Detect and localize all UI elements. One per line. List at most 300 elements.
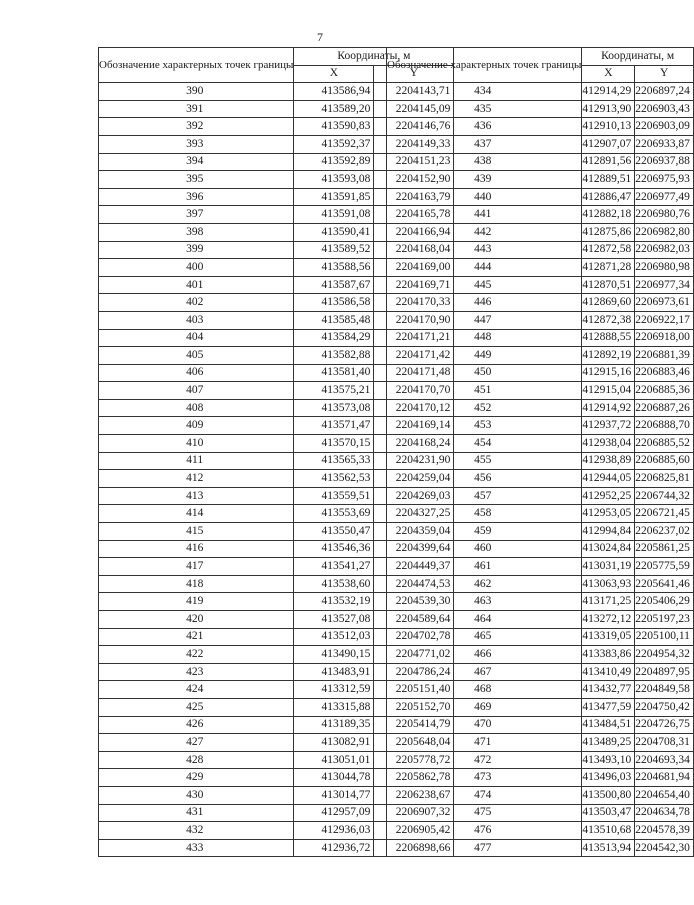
- y-coordinate-cell: 2205151,40: [374, 681, 454, 699]
- y-coordinate-cell: 2204143,71: [374, 83, 454, 101]
- table-row: [387, 347, 694, 365]
- y-coordinate-cell: 2206977,49: [635, 188, 694, 206]
- y-coordinate-cell: 2204654,40: [635, 786, 694, 804]
- table-row: [387, 716, 694, 734]
- y-coordinate-cell: 2206933,87: [635, 135, 694, 153]
- point-id-cell: 426: [99, 716, 294, 734]
- y-coordinate-cell: 2206937,88: [635, 153, 694, 171]
- x-coordinate-cell: 412875,86: [582, 223, 635, 241]
- x-coordinate-cell: 413581,40: [294, 364, 374, 382]
- x-coordinate-cell: 413585,48: [294, 311, 374, 329]
- point-id-cell: 412: [99, 470, 294, 488]
- y-coordinate-cell: 2205775,59: [635, 558, 694, 576]
- x-coordinate-cell: 412872,38: [582, 311, 635, 329]
- point-id-cell: 411: [99, 452, 294, 470]
- point-id-cell: 402: [99, 294, 294, 312]
- table-row: [387, 188, 694, 206]
- point-id-cell: 408: [99, 399, 294, 417]
- point-id-cell: 400: [99, 259, 294, 277]
- point-id-cell: 446: [387, 294, 582, 312]
- page-number: 7: [317, 30, 323, 44]
- point-id-cell: 434: [387, 83, 582, 101]
- point-id-cell: 444: [387, 259, 582, 277]
- y-coordinate-cell: 2206903,09: [635, 118, 694, 136]
- x-coordinate-cell: 413189,35: [294, 716, 374, 734]
- y-coordinate-cell: 2206907,32: [374, 804, 454, 822]
- point-id-cell: 445: [387, 276, 582, 294]
- table-row: [387, 311, 694, 329]
- y-coordinate-cell: 2204168,24: [374, 435, 454, 453]
- table-row: [387, 470, 694, 488]
- table-row: [387, 558, 694, 576]
- point-id-cell: 404: [99, 329, 294, 347]
- x-coordinate-cell: 413562,53: [294, 470, 374, 488]
- y-coordinate-cell: 2205648,04: [374, 734, 454, 752]
- table-row: [387, 294, 694, 312]
- y-coordinate-cell: 2204849,58: [635, 681, 694, 699]
- x-coordinate-cell: 413496,03: [582, 769, 635, 787]
- x-coordinate-cell: 413319,05: [582, 628, 635, 646]
- point-id-cell: 459: [387, 523, 582, 541]
- x-coordinate-cell: 413513,94: [582, 839, 635, 857]
- point-id-cell: 449: [387, 347, 582, 365]
- y-coordinate-cell: 2204149,33: [374, 135, 454, 153]
- point-id-cell: 394: [99, 153, 294, 171]
- y-coordinate-cell: 2204259,04: [374, 470, 454, 488]
- point-id-cell: 436: [387, 118, 582, 136]
- table-row: [387, 769, 694, 787]
- x-coordinate-cell: 413410,49: [582, 663, 635, 681]
- header-y: Y: [635, 65, 694, 83]
- point-id-cell: 418: [99, 575, 294, 593]
- x-coordinate-cell: 413586,94: [294, 83, 374, 101]
- point-id-cell: 458: [387, 505, 582, 523]
- point-id-cell: 466: [387, 646, 582, 664]
- table-row: [387, 135, 694, 153]
- table-row: [387, 382, 694, 400]
- point-id-cell: 413: [99, 487, 294, 505]
- x-coordinate-cell: 412914,92: [582, 399, 635, 417]
- x-coordinate-cell: 413527,08: [294, 611, 374, 629]
- point-id-cell: 396: [99, 188, 294, 206]
- y-coordinate-cell: 2204681,94: [635, 769, 694, 787]
- point-id-cell: 390: [99, 83, 294, 101]
- x-coordinate-cell: 413589,20: [294, 100, 374, 118]
- x-coordinate-cell: 412882,18: [582, 206, 635, 224]
- x-coordinate-cell: 412869,60: [582, 294, 635, 312]
- x-coordinate-cell: 413565,33: [294, 452, 374, 470]
- table-row: [387, 646, 694, 664]
- table-row: [387, 399, 694, 417]
- y-coordinate-cell: 2204170,12: [374, 399, 454, 417]
- point-id-cell: 471: [387, 734, 582, 752]
- x-coordinate-cell: 412891,56: [582, 153, 635, 171]
- y-coordinate-cell: 2205152,70: [374, 698, 454, 716]
- x-coordinate-cell: 413591,85: [294, 188, 374, 206]
- x-coordinate-cell: 413592,89: [294, 153, 374, 171]
- x-coordinate-cell: 413044,78: [294, 769, 374, 787]
- y-coordinate-cell: 2206744,32: [635, 487, 694, 505]
- y-coordinate-cell: 2206975,93: [635, 171, 694, 189]
- y-coordinate-cell: 2205641,46: [635, 575, 694, 593]
- point-id-cell: 432: [99, 822, 294, 840]
- y-coordinate-cell: 2204750,42: [635, 698, 694, 716]
- x-coordinate-cell: 413489,25: [582, 734, 635, 752]
- y-coordinate-cell: 2204539,30: [374, 593, 454, 611]
- y-coordinate-cell: 2205100,11: [635, 628, 694, 646]
- y-coordinate-cell: 2206977,34: [635, 276, 694, 294]
- point-id-cell: 405: [99, 347, 294, 365]
- point-id-cell: 417: [99, 558, 294, 576]
- y-coordinate-cell: 2204474,53: [374, 575, 454, 593]
- header-y: Y: [374, 65, 454, 83]
- y-coordinate-cell: 2204693,34: [635, 751, 694, 769]
- y-coordinate-cell: 2206922,17: [635, 311, 694, 329]
- point-id-cell: 455: [387, 452, 582, 470]
- y-coordinate-cell: 2204771,02: [374, 646, 454, 664]
- y-coordinate-cell: 2206918,00: [635, 329, 694, 347]
- y-coordinate-cell: 2204152,90: [374, 171, 454, 189]
- point-id-cell: 467: [387, 663, 582, 681]
- y-coordinate-cell: 2206721,45: [635, 505, 694, 523]
- y-coordinate-cell: 2204231,90: [374, 452, 454, 470]
- point-id-cell: 401: [99, 276, 294, 294]
- y-coordinate-cell: 2204163,79: [374, 188, 454, 206]
- x-coordinate-cell: 412957,09: [294, 804, 374, 822]
- x-coordinate-cell: 413541,27: [294, 558, 374, 576]
- x-coordinate-cell: 413493,10: [582, 751, 635, 769]
- x-coordinate-cell: 412872,58: [582, 241, 635, 259]
- x-coordinate-cell: 412936,72: [294, 839, 374, 857]
- point-id-cell: 397: [99, 206, 294, 224]
- point-id-cell: 415: [99, 523, 294, 541]
- y-coordinate-cell: 2206888,70: [635, 417, 694, 435]
- x-coordinate-cell: 413591,08: [294, 206, 374, 224]
- table-row: [387, 593, 694, 611]
- x-coordinate-cell: 413587,67: [294, 276, 374, 294]
- y-coordinate-cell: 2204166,94: [374, 223, 454, 241]
- table-row: [387, 329, 694, 347]
- x-coordinate-cell: 413432,77: [582, 681, 635, 699]
- point-id-cell: 393: [99, 135, 294, 153]
- table-row: [387, 259, 694, 277]
- table-row: [387, 663, 694, 681]
- y-coordinate-cell: 2204327,25: [374, 505, 454, 523]
- point-id-cell: 452: [387, 399, 582, 417]
- header-coordinates: Координаты, м: [294, 48, 454, 66]
- x-coordinate-cell: 412936,03: [294, 822, 374, 840]
- y-coordinate-cell: 2206825,81: [635, 470, 694, 488]
- point-id-cell: 442: [387, 223, 582, 241]
- point-id-cell: 423: [99, 663, 294, 681]
- x-coordinate-cell: 412952,25: [582, 487, 635, 505]
- point-id-cell: 410: [99, 435, 294, 453]
- x-coordinate-cell: 412938,04: [582, 435, 635, 453]
- x-coordinate-cell: 413051,01: [294, 751, 374, 769]
- table-row: [387, 611, 694, 629]
- x-coordinate-cell: 412937,72: [582, 417, 635, 435]
- x-coordinate-cell: 413315,88: [294, 698, 374, 716]
- point-id-cell: 475: [387, 804, 582, 822]
- y-coordinate-cell: 2206885,60: [635, 452, 694, 470]
- table-row: [387, 452, 694, 470]
- table-row: [387, 523, 694, 541]
- y-coordinate-cell: 2206897,24: [635, 83, 694, 101]
- x-coordinate-cell: 413592,37: [294, 135, 374, 153]
- point-id-cell: 443: [387, 241, 582, 259]
- table-row: [387, 276, 694, 294]
- point-id-cell: 457: [387, 487, 582, 505]
- x-coordinate-cell: 412915,16: [582, 364, 635, 382]
- table-row: [387, 83, 694, 101]
- table-row: [387, 118, 694, 136]
- point-id-cell: 433: [99, 839, 294, 857]
- y-coordinate-cell: 2206980,76: [635, 206, 694, 224]
- point-id-cell: 428: [99, 751, 294, 769]
- y-coordinate-cell: 2204170,90: [374, 311, 454, 329]
- y-coordinate-cell: 2206237,02: [635, 523, 694, 541]
- table-row: [387, 681, 694, 699]
- x-coordinate-cell: 413483,91: [294, 663, 374, 681]
- table-row: [387, 364, 694, 382]
- point-id-cell: 416: [99, 540, 294, 558]
- table-row: [387, 223, 694, 241]
- table-row: [387, 822, 694, 840]
- y-coordinate-cell: 2204897,95: [635, 663, 694, 681]
- point-id-cell: 476: [387, 822, 582, 840]
- y-coordinate-cell: 2204708,31: [635, 734, 694, 752]
- y-coordinate-cell: 2204168,04: [374, 241, 454, 259]
- table-row: [387, 786, 694, 804]
- x-coordinate-cell: 413484,51: [582, 716, 635, 734]
- x-coordinate-cell: 412953,05: [582, 505, 635, 523]
- point-id-cell: 450: [387, 364, 582, 382]
- point-id-cell: 427: [99, 734, 294, 752]
- y-coordinate-cell: 2206885,52: [635, 435, 694, 453]
- point-id-cell: 441: [387, 206, 582, 224]
- table-row: [387, 100, 694, 118]
- x-coordinate-cell: 413589,52: [294, 241, 374, 259]
- point-id-cell: 392: [99, 118, 294, 136]
- y-coordinate-cell: 2204578,39: [635, 822, 694, 840]
- point-id-cell: 439: [387, 171, 582, 189]
- y-coordinate-cell: 2206898,66: [374, 839, 454, 857]
- point-id-cell: 451: [387, 382, 582, 400]
- x-coordinate-cell: 412914,29: [582, 83, 635, 101]
- x-coordinate-cell: 413550,47: [294, 523, 374, 541]
- y-coordinate-cell: 2204165,78: [374, 206, 454, 224]
- y-coordinate-cell: 2205861,25: [635, 540, 694, 558]
- x-coordinate-cell: 413588,56: [294, 259, 374, 277]
- y-coordinate-cell: 2204786,24: [374, 663, 454, 681]
- y-coordinate-cell: 2204726,75: [635, 716, 694, 734]
- x-coordinate-cell: 413383,86: [582, 646, 635, 664]
- y-coordinate-cell: 2206973,61: [635, 294, 694, 312]
- y-coordinate-cell: 2206883,46: [635, 364, 694, 382]
- y-coordinate-cell: 2204171,48: [374, 364, 454, 382]
- x-coordinate-cell: 412888,55: [582, 329, 635, 347]
- table-row: [387, 241, 694, 259]
- point-id-cell: 438: [387, 153, 582, 171]
- point-id-cell: 435: [387, 100, 582, 118]
- x-coordinate-cell: 412907,07: [582, 135, 635, 153]
- point-id-cell: 421: [99, 628, 294, 646]
- point-id-cell: 414: [99, 505, 294, 523]
- y-coordinate-cell: 2206887,26: [635, 399, 694, 417]
- point-id-cell: 398: [99, 223, 294, 241]
- point-id-cell: 437: [387, 135, 582, 153]
- y-coordinate-cell: 2206905,42: [374, 822, 454, 840]
- y-coordinate-cell: 2204542,30: [635, 839, 694, 857]
- y-coordinate-cell: 2206980,98: [635, 259, 694, 277]
- table-row: [387, 698, 694, 716]
- y-coordinate-cell: 2204170,70: [374, 382, 454, 400]
- point-id-cell: 468: [387, 681, 582, 699]
- x-coordinate-cell: 413500,80: [582, 786, 635, 804]
- table-row: [387, 751, 694, 769]
- y-coordinate-cell: 2205862,78: [374, 769, 454, 787]
- point-id-cell: 463: [387, 593, 582, 611]
- y-coordinate-cell: 2206903,43: [635, 100, 694, 118]
- point-id-cell: 424: [99, 681, 294, 699]
- x-coordinate-cell: 412910,13: [582, 118, 635, 136]
- x-coordinate-cell: 413553,69: [294, 505, 374, 523]
- x-coordinate-cell: 412913,90: [582, 100, 635, 118]
- y-coordinate-cell: 2204170,33: [374, 294, 454, 312]
- y-coordinate-cell: 2204169,14: [374, 417, 454, 435]
- table-row: [387, 153, 694, 171]
- point-id-cell: 447: [387, 311, 582, 329]
- y-coordinate-cell: 2204171,42: [374, 347, 454, 365]
- y-coordinate-cell: 2204589,64: [374, 611, 454, 629]
- y-coordinate-cell: 2204145,09: [374, 100, 454, 118]
- x-coordinate-cell: 413031,19: [582, 558, 635, 576]
- x-coordinate-cell: 413590,41: [294, 223, 374, 241]
- x-coordinate-cell: 413477,59: [582, 698, 635, 716]
- table-row: [387, 839, 694, 857]
- point-id-cell: 409: [99, 417, 294, 435]
- y-coordinate-cell: 2204399,64: [374, 540, 454, 558]
- y-coordinate-cell: 2204169,00: [374, 259, 454, 277]
- x-coordinate-cell: 413024,84: [582, 540, 635, 558]
- x-coordinate-cell: 412871,28: [582, 259, 635, 277]
- y-coordinate-cell: 2205406,29: [635, 593, 694, 611]
- x-coordinate-cell: 413171,25: [582, 593, 635, 611]
- y-coordinate-cell: 2204169,71: [374, 276, 454, 294]
- point-id-cell: 407: [99, 382, 294, 400]
- x-coordinate-cell: 413538,60: [294, 575, 374, 593]
- point-id-cell: 464: [387, 611, 582, 629]
- x-coordinate-cell: 413532,19: [294, 593, 374, 611]
- x-coordinate-cell: 413573,08: [294, 399, 374, 417]
- table-row: [387, 734, 694, 752]
- y-coordinate-cell: 2204954,32: [635, 646, 694, 664]
- coordinates-table-right: [386, 47, 694, 857]
- point-id-cell: 472: [387, 751, 582, 769]
- point-id-cell: 460: [387, 540, 582, 558]
- x-coordinate-cell: 413510,68: [582, 822, 635, 840]
- y-coordinate-cell: 2205414,79: [374, 716, 454, 734]
- point-id-cell: 454: [387, 435, 582, 453]
- point-id-cell: 461: [387, 558, 582, 576]
- table-row: [387, 417, 694, 435]
- x-coordinate-cell: 413590,83: [294, 118, 374, 136]
- x-coordinate-cell: 412994,84: [582, 523, 635, 541]
- point-id-cell: 469: [387, 698, 582, 716]
- table-row: [387, 206, 694, 224]
- point-id-cell: 465: [387, 628, 582, 646]
- x-coordinate-cell: 412938,89: [582, 452, 635, 470]
- table-row: [387, 171, 694, 189]
- point-id-cell: 473: [387, 769, 582, 787]
- x-coordinate-cell: 413584,29: [294, 329, 374, 347]
- point-id-cell: 406: [99, 364, 294, 382]
- point-id-cell: 456: [387, 470, 582, 488]
- point-id-cell: 431: [99, 804, 294, 822]
- x-coordinate-cell: 413575,21: [294, 382, 374, 400]
- y-coordinate-cell: 2204146,76: [374, 118, 454, 136]
- point-id-cell: 419: [99, 593, 294, 611]
- x-coordinate-cell: 412915,04: [582, 382, 635, 400]
- y-coordinate-cell: 2206881,39: [635, 347, 694, 365]
- point-id-cell: 462: [387, 575, 582, 593]
- point-id-cell: 430: [99, 786, 294, 804]
- point-id-cell: 395: [99, 171, 294, 189]
- table-row: [387, 505, 694, 523]
- y-coordinate-cell: 2206885,36: [635, 382, 694, 400]
- y-coordinate-cell: 2204449,37: [374, 558, 454, 576]
- x-coordinate-cell: 413571,47: [294, 417, 374, 435]
- x-coordinate-cell: 413512,03: [294, 628, 374, 646]
- y-coordinate-cell: 2204151,23: [374, 153, 454, 171]
- point-id-cell: 403: [99, 311, 294, 329]
- point-id-cell: 420: [99, 611, 294, 629]
- y-coordinate-cell: 2206982,03: [635, 241, 694, 259]
- table-row: [387, 435, 694, 453]
- x-coordinate-cell: 413582,88: [294, 347, 374, 365]
- header-x: X: [582, 65, 635, 83]
- point-id-cell: 425: [99, 698, 294, 716]
- x-coordinate-cell: 412889,51: [582, 171, 635, 189]
- x-coordinate-cell: 413570,15: [294, 435, 374, 453]
- point-id-cell: 448: [387, 329, 582, 347]
- y-coordinate-cell: 2204171,21: [374, 329, 454, 347]
- x-coordinate-cell: 413014,77: [294, 786, 374, 804]
- header-coordinates: Координаты, м: [582, 48, 694, 66]
- table-row: [387, 487, 694, 505]
- x-coordinate-cell: 413503,47: [582, 804, 635, 822]
- table-row: [387, 628, 694, 646]
- x-coordinate-cell: 413082,91: [294, 734, 374, 752]
- table-row: [387, 804, 694, 822]
- x-coordinate-cell: 413312,59: [294, 681, 374, 699]
- point-id-cell: 440: [387, 188, 582, 206]
- header-point-designation: Обозначение характерных точек границы: [99, 48, 294, 83]
- point-id-cell: 474: [387, 786, 582, 804]
- x-coordinate-cell: 413063,93: [582, 575, 635, 593]
- y-coordinate-cell: 2206982,80: [635, 223, 694, 241]
- y-coordinate-cell: 2204269,03: [374, 487, 454, 505]
- point-id-cell: 477: [387, 839, 582, 857]
- x-coordinate-cell: 413272,12: [582, 611, 635, 629]
- header-point-designation: Обозначение характерных точек границы: [387, 48, 582, 83]
- point-id-cell: 391: [99, 100, 294, 118]
- x-coordinate-cell: 412892,19: [582, 347, 635, 365]
- y-coordinate-cell: 2205778,72: [374, 751, 454, 769]
- header-x: X: [294, 65, 374, 83]
- y-coordinate-cell: 2204359,04: [374, 523, 454, 541]
- x-coordinate-cell: 413559,51: [294, 487, 374, 505]
